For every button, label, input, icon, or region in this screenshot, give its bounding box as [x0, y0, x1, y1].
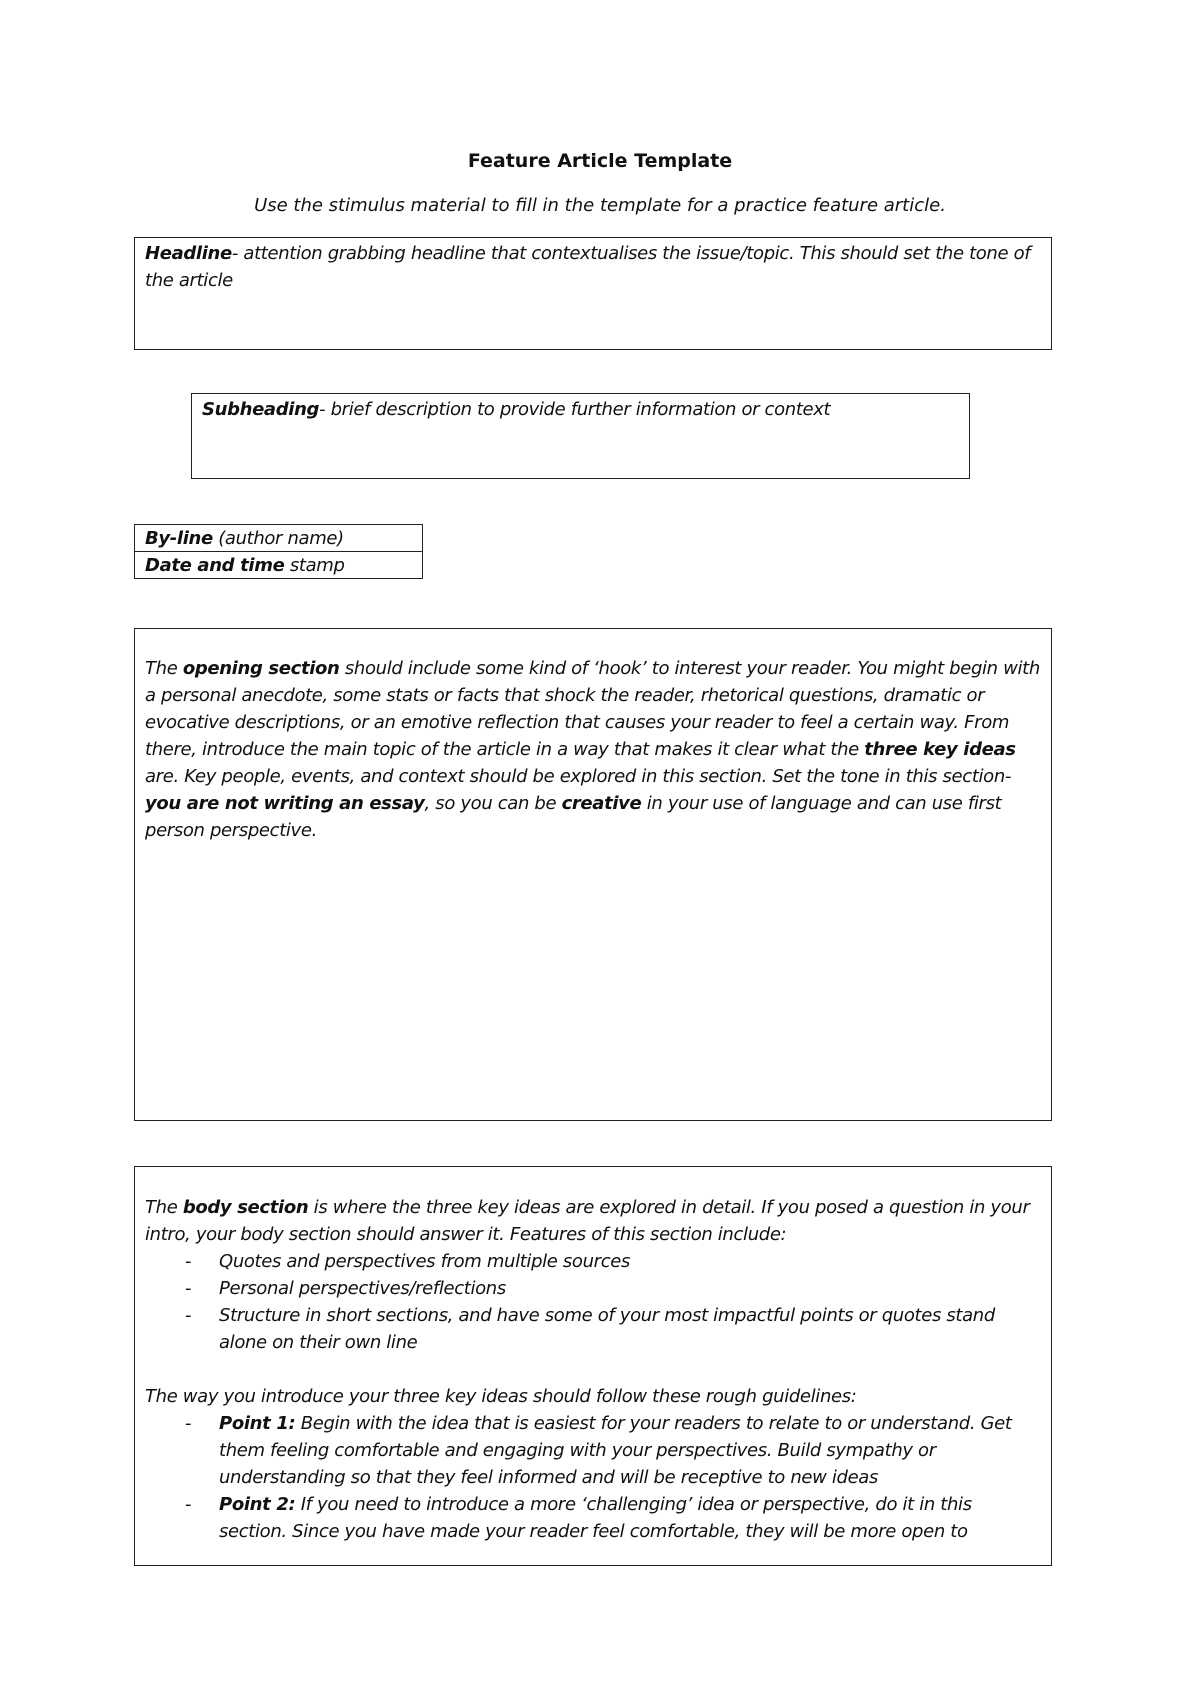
paragraph-gap: [145, 1356, 1041, 1383]
datetime-cell: [135, 552, 423, 579]
body-intro-text-1: The: [145, 1197, 183, 1218]
byline-table: [134, 524, 423, 579]
list-item: - Quotes and perspectives from multiple sources: [145, 1248, 1041, 1275]
opening-bold-2: three key ideas: [864, 739, 1016, 760]
opening-bold-1: opening section: [182, 658, 340, 679]
datetime-row: [135, 552, 423, 579]
byline-cell: [135, 525, 423, 552]
datetime-description: stamp: [284, 554, 345, 576]
headline-label: Headline: [145, 243, 232, 264]
byline-row: [135, 525, 423, 552]
opening-bold-3: you are not writing an essay: [145, 793, 425, 814]
instructions-text: Use the stimulus material to fill in the template for a practice feature article.: [254, 195, 946, 216]
list-item: [145, 1491, 1041, 1545]
headline-box: [134, 237, 1052, 350]
opening-text-3: are. Key people, events, and context should be explored in this section. Set the tone in this section-: [145, 766, 1012, 787]
body-intro-text-2: is where the three key ideas are explored in detail. If you posed a question in your intro, your body section should answer it. Features of this section include:: [145, 1197, 1030, 1245]
list-item: [145, 1410, 1041, 1491]
subheading-box: [191, 393, 970, 479]
byline-description: (author name): [212, 527, 344, 549]
opening-section-box: [134, 628, 1052, 1121]
point-label: Point 2:: [219, 1494, 296, 1515]
opening-text-5: in your use of language and can use first person perspective.: [145, 793, 1002, 841]
subheading-description: - brief description to provide further information or context: [319, 399, 831, 420]
opening-paragraph: [145, 655, 1041, 844]
list-item: - Structure in short sections, and have some of your most impactful points or quotes stand alone on their own line: [145, 1302, 1041, 1356]
datetime-label: Date and time: [145, 554, 285, 576]
byline-label: By-line: [145, 527, 213, 549]
body-section-box: [134, 1166, 1052, 1566]
page-title: Feature Article Template: [467, 150, 733, 172]
guidelines-intro: The way you introduce your three key ideas should follow these rough guidelines:: [145, 1386, 857, 1407]
subheading-label: Subheading: [202, 399, 320, 420]
opening-text-2: should include some kind of ‘hook’ to interest your reader. You might begin with a personal anecdote, some stats or facts that shock the reader, rhetorical questions, dramatic or evocative descriptions, or an emotive reflection that causes your reader to feel a certain way. From there, introduce the main topic of the article in a way that makes it clear what the: [145, 658, 1040, 760]
opening-bold-4: creative: [561, 793, 642, 814]
points-list: [145, 1410, 1041, 1545]
features-list: [145, 1248, 1041, 1356]
list-item: - Personal perspectives/reflections: [145, 1275, 1041, 1302]
body-intro-paragraph: [145, 1194, 1041, 1248]
body-intro-bold: body section: [182, 1197, 309, 1218]
point-label: Point 1:: [219, 1413, 296, 1434]
opening-text-4: , so you can be: [424, 793, 562, 814]
headline-description: - attention grabbing headline that contextualises the issue/topic. This should set the tone of the article: [145, 243, 1031, 291]
point-text: Begin with the idea that is easiest for your readers to relate to or understand. Get them feeling comfortable and engaging with your perspectives. Build sympathy or understanding so that they feel informed and will be receptive to new ideas: [219, 1413, 1012, 1488]
point-text: If you need to introduce a more ‘challenging’ idea or perspective, do it in this section. Since you have made your reader feel comfortable, they will be more open to: [219, 1494, 972, 1542]
opening-text-1: The: [145, 658, 183, 679]
